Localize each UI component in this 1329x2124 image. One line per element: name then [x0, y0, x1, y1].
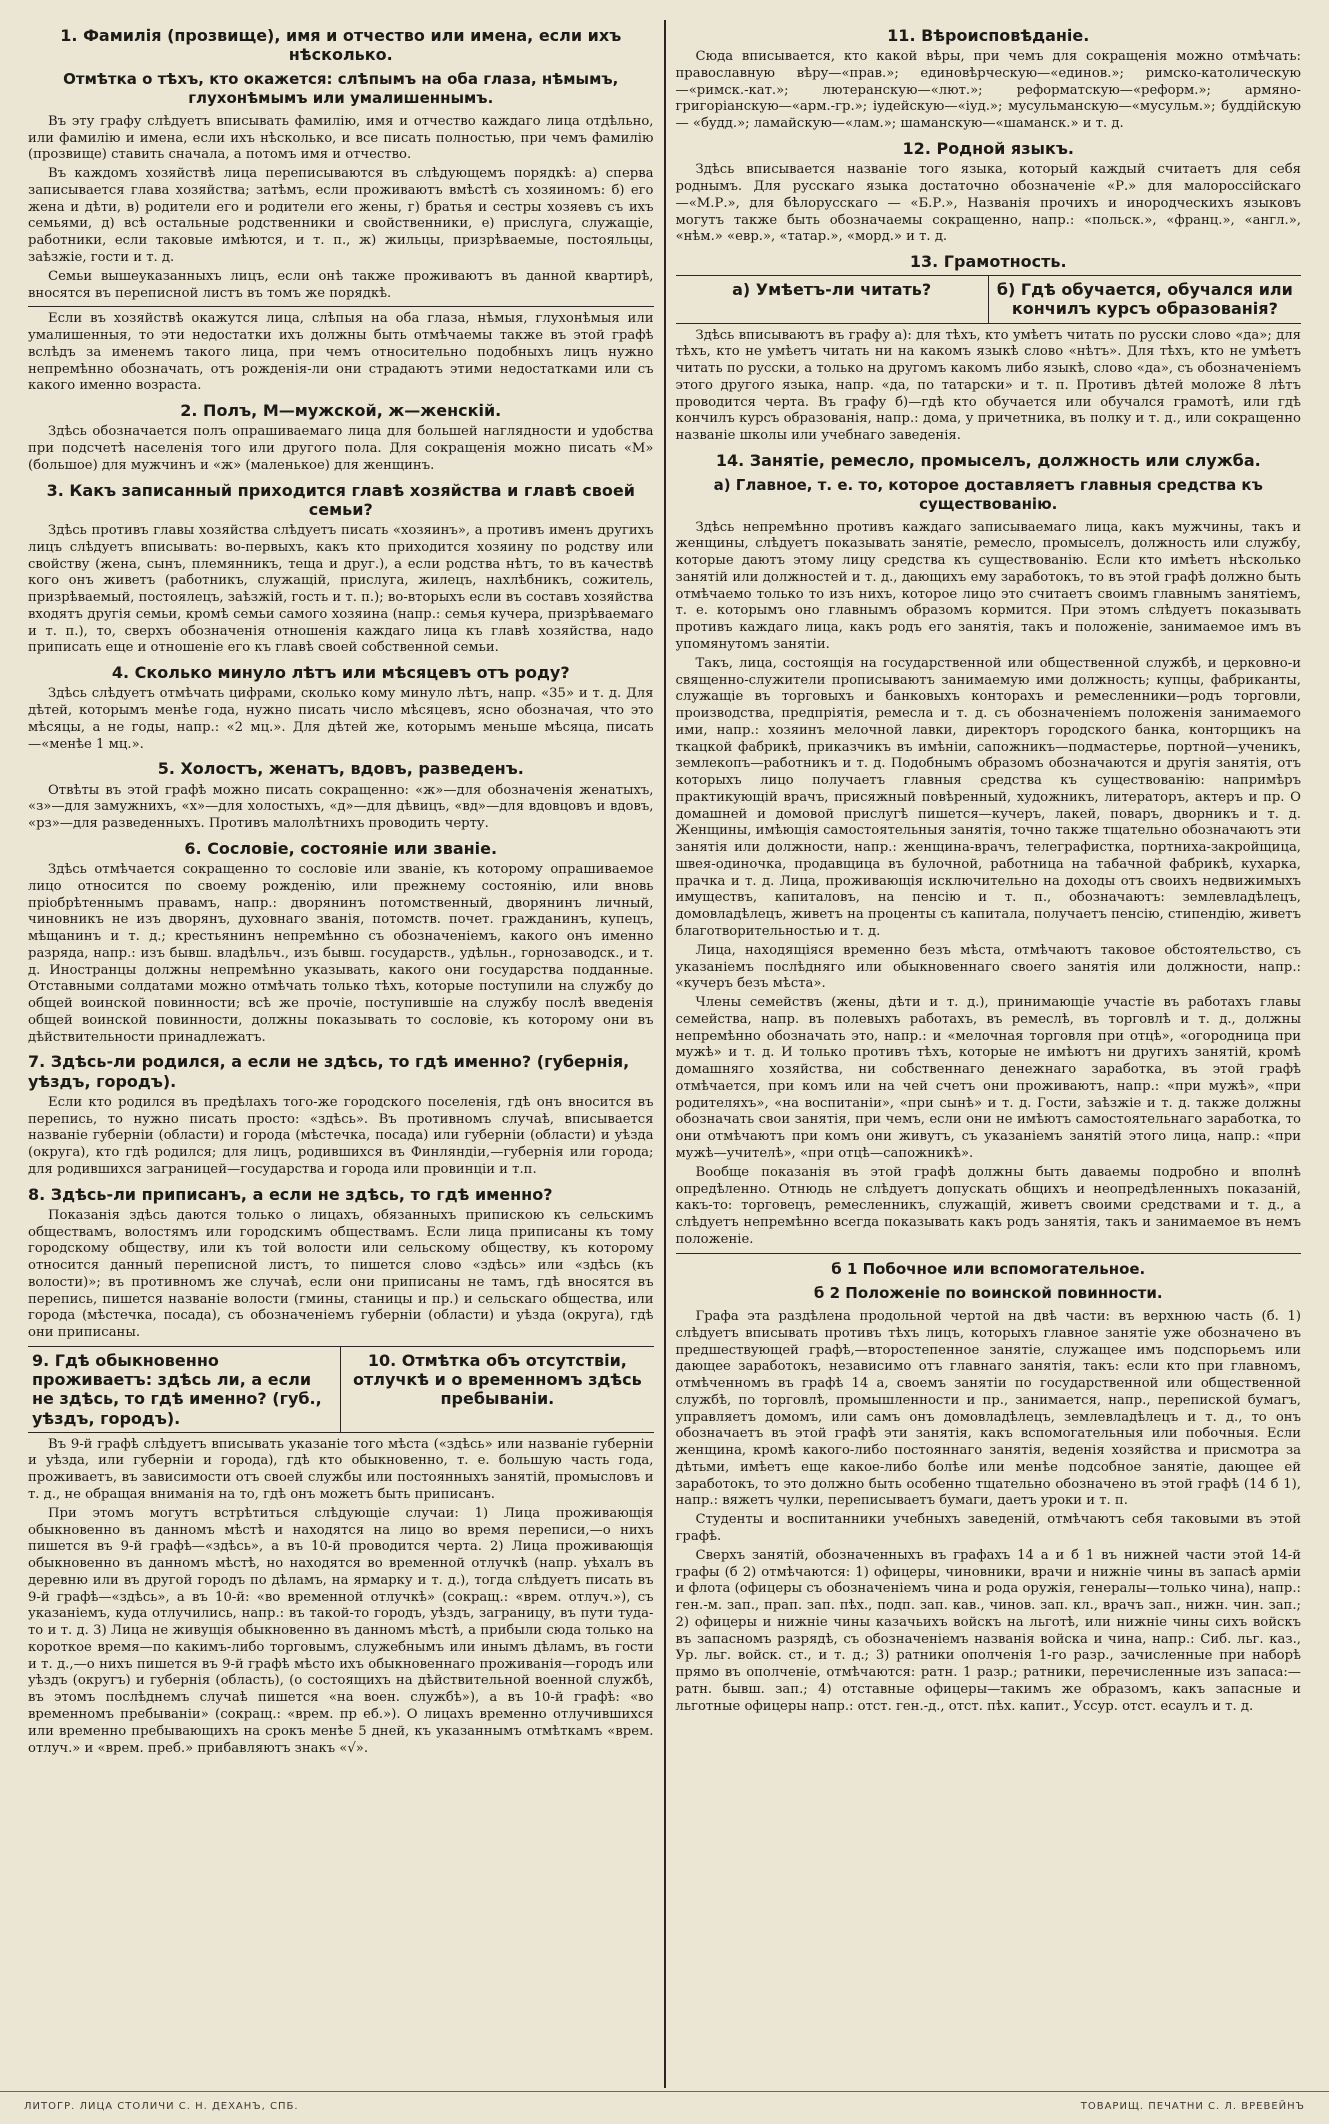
section-14-paragraph: Такъ, лица, состоящія на государственной или общественной службѣ, и церковно-и священно-служители прописываютъ занимаемую ими должность; купцы, фабриканты, служащіе въ торговыхъ и банковыхъ конторахъ и ремесленники—родъ торговли, производства, предпріятія, ремесла и т. д. съ обозначеніемъ положенія занимаемого ими, напр.: хозяинъ мелочной лавки, директоръ городского банка, конторщикъ на ткацкой фабрикѣ, приказчикъ въ имѣніи, сапожникъ—подмастерье, портной—ученикъ, землекопъ—работникъ и т. д. Подобнымъ образомъ обозначаются и другія занятія, отъ которыхъ лицо получаетъ главныя средства къ существованію: напримѣръ практикующій врачъ, присяжный повѣренный, художникъ, литераторъ, актеръ и пр. О домашней и домовой прислугѣ пишется—кучеръ, лакей, поваръ, дворникъ и т. д. Женщины, имѣющія самостоятельныя занятія, точно также тщательно обозначаютъ эти занятія или должности, напр.: женщина-врачъ, телеграфистка, портниха-закройщица, швея-одиночка, продавщица въ булочной, работница на табачной фабрикѣ, кухарка, прачка и т. д. Лица, проживающія исключительно на доходы отъ своихъ недвижимыхъ имуществъ, капиталовъ, на пенсію и т. п., обозначаютъ: землевладѣлецъ, домовладѣлецъ, живетъ на проценты съ капитала, получаетъ пенсію, стипендію, живетъ благотворительностью и т. д.: [675, 655, 1301, 940]
section-14-paragraph: Графа эта раздѣлена продольной чертой на двѣ части: въ верхнюю часть (б. 1) слѣдуетъ вписывать противъ тѣхъ лицъ, которыхъ главное занятіе уже обозначено въ предшествующей графѣ,—второстепенное занятіе, служащее имъ подспорьемъ или дающее заработокъ, независимо отъ главнаго занятія, такъ: если кто при главномъ, отмѣченномъ въ графѣ 14 а, своемъ занятіи по государственной или общественной службѣ, по торговлѣ, промышленности и пр., занимается, напр., перепиской бумагъ, управляетъ домомъ, или самъ онъ домовладѣлецъ, землевладѣлецъ и т. д., то онъ обозначаетъ въ этой графѣ эти занятія, какъ вспомогательныя или побочныя. Если женщина, кромѣ какого-либо постояннаго занятія, веденія хозяйства и присмотра за дѣтьми, имѣетъ еще какое-либо болѣе или менѣе подсобное занятіе, дающее ей заработокъ, то это должно быть особенно тщательно обозначено въ этой графѣ (14 б 1), напр.: вяжетъ чулки, переписываетъ бумаги, даетъ уроки и т. п.: [675, 1309, 1301, 1509]
section-1-title: 1. Фамилія (прозвище), имя и отчество или имена, если ихъ нѣсколько.: [60, 26, 622, 65]
section-11-title: 11. Вѣроисповѣданіе.: [887, 26, 1090, 45]
section-13b-title: б) Гдѣ обучается, обучался или кончилъ курсъ образованія?: [996, 280, 1293, 319]
section-14-paragraph: Члены семействъ (жены, дѣти и т. д.), принимающіе участіе въ работахъ главы семейства, напр. въ полевыхъ работахъ, въ ремеслѣ, въ торговлѣ и т. д., должны непремѣнно обозначать это, напр.: и «мелочная торговля при отцѣ», «огородница при мужѣ» и т. д. И только противъ тѣхъ, которые не имѣютъ ни другихъ занятій, кромѣ домашняго хозяйства, ни собственнаго денежнаго заработка, въ этой графѣ отмѣчается, при комъ или на чей счетъ они проживаютъ, напр.: «при мужѣ», «при родителяхъ», «на воспитаніи», «при сынѣ» и т. д. Гости, заѣзжіе и т. д. также должны обозначать свои занятія, при чемъ, если они не имѣютъ самостоятельнаго заработка, то они отмѣчаютъ при комъ они живутъ, съ указаніемъ занятій этого лица, напр.: «при мужѣ—учителѣ», «при отцѣ—сапожникѣ».: [675, 995, 1301, 1161]
section-13-header: [676, 275, 1302, 323]
section-5-title: 5. Холостъ, женатъ, вдовъ, разведенъ.: [157, 759, 524, 779]
section-9-title: 9. Гдѣ обыкновенно проживаетъ: здѣсь ли, а если не здѣсь, то гдѣ именно? (губ., уѣздъ, городъ).: [32, 1350, 322, 1428]
left-column: [18, 20, 666, 2088]
section-9-10-paragraph: Въ 9-й графѣ слѣдуетъ вписывать указаніе того мѣста («здѣсь» или названіе губерніи и уѣзда, или губерніи и города), гдѣ кто обыкновенно, т. е. большую часть года, проживаетъ, въ зависимости отъ своей службы или постоянныхъ занятій, промысловъ и т. д., не обращая вниманія на то, гдѣ онъ можетъ быть приписанъ.: [28, 1436, 654, 1503]
section-10-title: 10. Отмѣтка объ отсутствіи, отлучкѣ и о временномъ здѣсь пребываніи.: [353, 1350, 642, 1409]
section-14b1-subtitle: б 1 Побочное или вспомогательное.: [831, 1259, 1146, 1278]
section-1-paragraph: Въ эту графу слѣдуетъ вписывать фамилію, имя и отчество каждаго лица отдѣльно, или фамилію и имена, если ихъ нѣсколько, и все писать полностью, при чемъ фамилію (прозвище) ставить сначала, а потомъ имя и отчество.: [28, 113, 654, 163]
section-14-paragraph: Сверхъ занятій, обозначенныхъ въ графахъ 14 а и б 1 въ нижней части этой 14-й графы (б 2) отмѣчаются: 1) офицеры, чиновники, врачи и нижніе чины въ запасѣ арміи и флота (офицеры съ обозначеніемъ чина и рода оружія, генералы—только чина), напр.: ген.-м. зап., прап. зап. пѣх., подп. зап. кав., чинов. зап. кл., врачъ зап., нижн. чин. зап.; 2) офицеры и нижніе чины казачьихъ войскъ на льготѣ, или нижніе чины сихъ войскъ въ запасномъ разрядѣ, съ обозначеніемъ названія войска и чина, напр.: Сиб. льг. каз., Ур. льг. войск. ст., и т. д.; 3) ратники ополченія 1-го разр., зачисленные при наборѣ прямо въ ополченіе, отмѣчаются: ратн. 1 разр.; ратники, перечисленные изъ запаса:—ратн. бывш. зап.; 4) отставные офицеры—такимъ же образомъ, какъ запасные и льготные офицеры напр.: отст. ген.-д., отст. пѣх. капит., Уссур. отст. есаулъ и т. д.: [675, 1547, 1301, 1714]
section-1-paragraph: Если въ хозяйствѣ окажутся лица, слѣпыя на оба глаза, нѣмыя, глухонѣмыя или умалишенныя, то эти недостатки ихъ должны быть отмѣчаемы также въ этой графѣ вслѣдъ за именемъ такого лица, при чемъ относительно подобныхъ лицъ нужно непремѣнно обозначать, отъ рожденія-ли они страдаютъ этими недостатками или съ какого именно возраста.: [28, 311, 654, 394]
section-13a-title: а) Умѣетъ-ли читать?: [732, 280, 932, 300]
section-6-paragraph: Здѣсь отмѣчается сокращенно то сословіе или званіе, къ которому опрашиваемое лицо относится по своему рожденію, или прежнему состоянію, или вновь пріобрѣтеннымъ правамъ, напр.: дворянинъ потомственный, дворянинъ личный, чиновникъ не изъ дворянъ, духовнаго званія, потомств. почет. гражданинъ, купецъ, мѣщанинъ и т. д.; крестьянинъ непремѣнно съ обозначеніемъ, какого онъ именно разряда, напр.: изъ бывш. владѣльч., изъ бывш. государств., удѣльн., горнозаводск., и т. д. Иностранцы должны непремѣнно указывать, какого они государства подданные. Отставными солдатами можно отмѣчать только тѣхъ, которые поступили на службу до общей воинской повинности; всѣ же прочіе, поступившіе на службу послѣ введенія общей воинской повинности, должны показывать то сословіе, къ которому они въ дѣйствительности принадлежатъ.: [28, 862, 654, 1045]
divider: [676, 1253, 1302, 1254]
section-12-paragraph: Здѣсь вписывается названіе того языка, который каждый считаетъ для себя роднымъ. Для русскаго языка достаточно обозначеніе «Р.» для малороссійскаго—«М.Р.», для бѣлорусскаго — «Б.Р.», Названія прочихъ и инородческихъ языковъ могутъ также быть обозначаемы сокращенно, напр.: «польск.», «франц.», «англ.», «нѣм.» «евр.», «татар.», «морд.» и т. д.: [675, 162, 1301, 245]
section-14b2-subtitle: б 2 Положеніе по воинской повинности.: [813, 1284, 1163, 1303]
section-14-paragraph: Вообще показанія въ этой графѣ должны быть даваемы подробно и вполнѣ опредѣленно. Отнюдь не слѣдуетъ допускать общихъ и неопредѣленныхъ показаній, какъ-то: торговецъ, ремесленникъ, служащій, живетъ своими средствами и т. д., а слѣдуетъ непремѣнно всегда показывать какъ родъ занятія, такъ и занимаемое въ немъ положеніе.: [675, 1164, 1301, 1247]
section-14-paragraph: Лица, находящіяся временно безъ мѣста, отмѣчаютъ таковое обстоятельство, съ указаніемъ послѣдняго или обыкновеннаго своего занятія или должности, напр.: «кучеръ безъ мѣста».: [675, 942, 1301, 992]
right-column: [666, 20, 1312, 2088]
section-13-title: 13. Грамотность.: [909, 252, 1067, 272]
section-14-paragraph: Здѣсь непремѣнно противъ каждаго записываемаго лица, какъ мужчины, такъ и женщины, слѣдуетъ показывать занятіе, ремесло, промыселъ, должность или службу, которые даютъ этому лицу средства къ существованію. Если кто имѣетъ нѣсколько занятій или должностей и т. д., дающихъ ему заработокъ, то въ этой графѣ должно быть отмѣчаемо только то изъ нихъ, которое лицо это считаетъ своимъ главнымъ занятіемъ, т. е. которымъ оно главнымъ образомъ кормится. При этомъ слѣдуетъ показывать противъ каждаго лица, какъ родъ его занятія, такъ и положеніе, занимаемое имъ въ упомянутомъ занятіи.: [675, 519, 1301, 652]
section-7-paragraph: Если кто родился въ предѣлахъ того-же городского поселенія, гдѣ онъ вносится въ перепись, то нужно писать просто: «здѣсь». Въ противномъ случаѣ, вписывается названіе губерніи (области) и города (мѣстечка, посада) или губерніи (области) и уѣзда (округа), кто гдѣ родился; для лицъ, родившихся въ Финляндіи,—губернія или города; для родившихся заграницей—государства и города или провинціи и т.п.: [28, 1094, 654, 1177]
section-3-title: 3. Какъ записанный приходится главѣ хозяйства и главѣ своей семьи?: [46, 480, 635, 519]
footer: [0, 2091, 1329, 2120]
section-13-paragraph: Здѣсь вписываютъ въ графу а): для тѣхъ, кто умѣетъ читать по русски слово «да»; для тѣхъ, кто не умѣетъ читать ни на какомъ языкѣ слово «нѣтъ». Для тѣхъ, кто не умѣетъ читать по русски, а только на другомъ какомъ либо языкѣ, слово «да», съ обозначеніемъ этого другого языка, напр. «да, по татарски» и т. п. Противъ дѣтей моложе 8 лѣтъ проводится черта. Въ графу б)—гдѣ кто обучается или обучался грамотѣ, или гдѣ кончилъ курсъ образованія, напр.: дома, у причетника, въ полку и т. д., или сокращенно названіе школы или учебнаго заведенія.: [675, 327, 1301, 444]
footer-right-imprint: ТОВАРИЩ. ПЕЧАТНИ С. Л. ВРЕВЕЙНЪ: [1080, 2100, 1305, 2112]
section-6-title: 6. Сословіе, состояніе или званіе.: [184, 838, 498, 858]
section-2-paragraph: Здѣсь обозначается полъ опрашиваемаго лица для большей наглядности и удобства при подсчетѣ населенія того или другого пола. Для сокращенія можно писать «М» (большое) для мужчинъ и «ж» (маленькое) для женщинъ.: [28, 424, 654, 473]
section-7-title: 7. Здѣсь-ли родился, а если не здѣсь, то гдѣ именно? (губернія, уѣздъ, городъ).: [28, 1052, 630, 1091]
footer-left-imprint: ЛИТОГР. ЛИЦА СТОЛИЧИ С. Н. ДЕХАНЪ, СПБ.: [24, 2100, 299, 2112]
section-1-paragraph: Семьи вышеуказанныхъ лицъ, если онѣ также проживаютъ въ данной квартирѣ, вносятся въ переписной листъ въ томъ же порядкѣ.: [28, 268, 654, 301]
divider: [28, 306, 654, 307]
section-12-title: 12. Родной языкъ.: [902, 139, 1074, 159]
section-8-title: 8. Здѣсь-ли приписанъ, а если не здѣсь, то гдѣ именно?: [28, 1184, 553, 1204]
section-14-title: 14. Занятіе, ремесло, промыселъ, должность или служба.: [715, 450, 1261, 470]
section-1-subtitle: Отмѣтка о тѣхъ, кто окажется: слѣпымъ на оба глаза, нѣмымъ, глухонѣмымъ или умалишеннымъ.: [63, 70, 619, 108]
section-3-paragraph: Здѣсь противъ главы хозяйства слѣдуетъ писать «хозяинъ», а противъ именъ другихъ лицъ слѣдуетъ вписывать: во-первыхъ, какъ кто приходится хозяину по родству или свойству (жена, сынъ, племянникъ, теща и друг.), а если родства нѣтъ, то въ качествѣ кого онъ живетъ (работникъ, служащій, прислуга, жилецъ, нахлѣбникъ, сожитель, призрѣваемый, постоялецъ, заѣзжій, гость и т. п.); во-вторыхъ если въ составъ хозяйства входятъ другія семьи, кромѣ семьи самого хозяина (напр.: семья кучера, призрѣваемаго и т. п.), то, сверхъ обозначенія отношенія каждаго лица къ главѣ хозяйства, надо приписать еще и отношеніе его къ главѣ своей собственной семьи.: [28, 522, 654, 656]
section-4-paragraph: Здѣсь слѣдуетъ отмѣчать цифрами, сколько кому минуло лѣтъ, напр. «35» и т. д. Для дѣтей, которымъ менѣе года, нужно писать число мѣсяцевъ, ясно обозначая, что это мѣсяцы, а не годы, напр.: «2 мц.». Для дѣтей же, которымъ меньше мѣсяца, писать—«менѣе 1 мц.».: [28, 686, 654, 752]
section-2-title: 2. Полъ, М—мужской, ж—женскій.: [180, 401, 502, 421]
section-9-10-header: [28, 1346, 654, 1433]
section-11-paragraph: Сюда вписывается, кто какой вѣры, при чемъ для сокращенія можно отмѣчать: православную вѣру—«прав.»; единовѣрческую—«единов.»; римско-католическую—«римск.-кат.»; лютеранскую—«лют.»; реформатскую—«реформ.»; армяно-григоріанскую—«арм.-гр.»; іудейскую—«іуд.»; мусульманскую—«мусульм.»; буддійскую — «будд.»; ламайскую—«лам.»; шаманскую—«шаманск.» и т. д.: [675, 49, 1301, 132]
section-8-paragraph: Показанія здѣсь даются только о лицахъ, обязанныхъ припискою къ сельскимъ обществамъ, волостямъ или городскимъ обществамъ. Если лица приписаны къ тому городскому обществу, или къ той волости или сельскому обществу, къ которому относится данный переписной листъ, то пишется слово «здѣсь» или «здѣсь (къ волости)»; въ противномъ же случаѣ, если они приписаны не тамъ, гдѣ вносятся въ перепись, пишется названіе волости (гмины, станицы и пр.) и сельскаго общества, или города (мѣстечка, посада), съ обозначеніемъ губерніи (области) и уѣзда (округа), гдѣ они приписаны.: [28, 1207, 654, 1341]
section-14a-subtitle: а) Главное, т. е. то, которое доставляетъ главныя средства къ существованію.: [713, 476, 1263, 513]
section-9-10-paragraph: При этомъ могутъ встрѣтиться слѣдующіе случаи: 1) Лица проживающія обыкновенно въ данномъ мѣстѣ и находятся на лицо во время переписи,—о нихъ пишется въ 9-й графѣ—«здѣсь», а въ 10-й проводится черта. 2) Лица проживающія обыкновенно въ данномъ мѣстѣ, но находятся во временной отлучкѣ (напр. уѣхалъ въ деревню или въ другой городъ по дѣламъ, на ярмарку и т. д.), тогда слѣдуетъ писать въ 9-й графѣ—«здѣсь», а въ 10-й: «во временной отлучкѣ» (сокращ.: «врем. отлуч.»), съ указаніемъ, куда отлучились, напр.: въ такой-то городъ, уѣздъ, заграницу, въ пути туда-то и т. д. 3) Лица не живущія обыкновенно въ данномъ мѣстѣ, а прибыли сюда только на короткое время—по какимъ-либо торговымъ, служебнымъ или инымъ дѣламъ, въ гости и т. д.,—о нихъ пишется въ 9-й графѣ мѣсто ихъ обыкновеннаго проживанія—городъ или уѣздъ (округъ) и губернія (область), (о состоящихъ на дѣйствительной военной службѣ, въ этомъ послѣднемъ случаѣ пишется «на воен. службѣ»), а въ 10-й графѣ: «во временномъ пребываніи» (сокращ.: «врем. пр еб.»). О лицахъ временно отлучившихся или временно пребывающихъ на срокъ менѣе 5 дней, къ указаннымъ отмѣткамъ «врем. отлуч.» и «врем. преб.» прибавляютъ знакъ «√».: [28, 1505, 654, 1756]
section-4-title: 4. Сколько минуло лѣтъ или мѣсяцевъ отъ роду?: [111, 663, 570, 683]
section-14-paragraph: Студенты и воспитанники учебныхъ заведеній, отмѣчаютъ себя таковыми въ этой графѣ.: [675, 1512, 1301, 1545]
section-5-paragraph: Отвѣты въ этой графѣ можно писать сокращенно: «ж»—для обозначенія женатыхъ, «з»—для замужнихъ, «х»—для холостыхъ, «д»—для дѣвицъ, «вд»—для вдовцовъ и вдовъ, «рз»—для разведенныхъ. Противъ малолѣтнихъ проводить черту.: [28, 782, 654, 832]
section-1-paragraph: Въ каждомъ хозяйствѣ лица переписываются въ слѣдующемъ порядкѣ: а) сперва записывается глава хозяйства; затѣмъ, если проживаютъ вмѣстѣ съ хозяиномъ: б) его жена и дѣти, в) родители его и родители его жены, г) братья и сестры хозяевъ съ ихъ семьями, д) всѣ остальные родственники и свойственники, е) прислуга, служащіе, работники, если таковые имѣются, и т. п., ж) жильцы, призрѣваемые, постояльцы, заѣзжіе, гости и т. д.: [28, 166, 654, 265]
